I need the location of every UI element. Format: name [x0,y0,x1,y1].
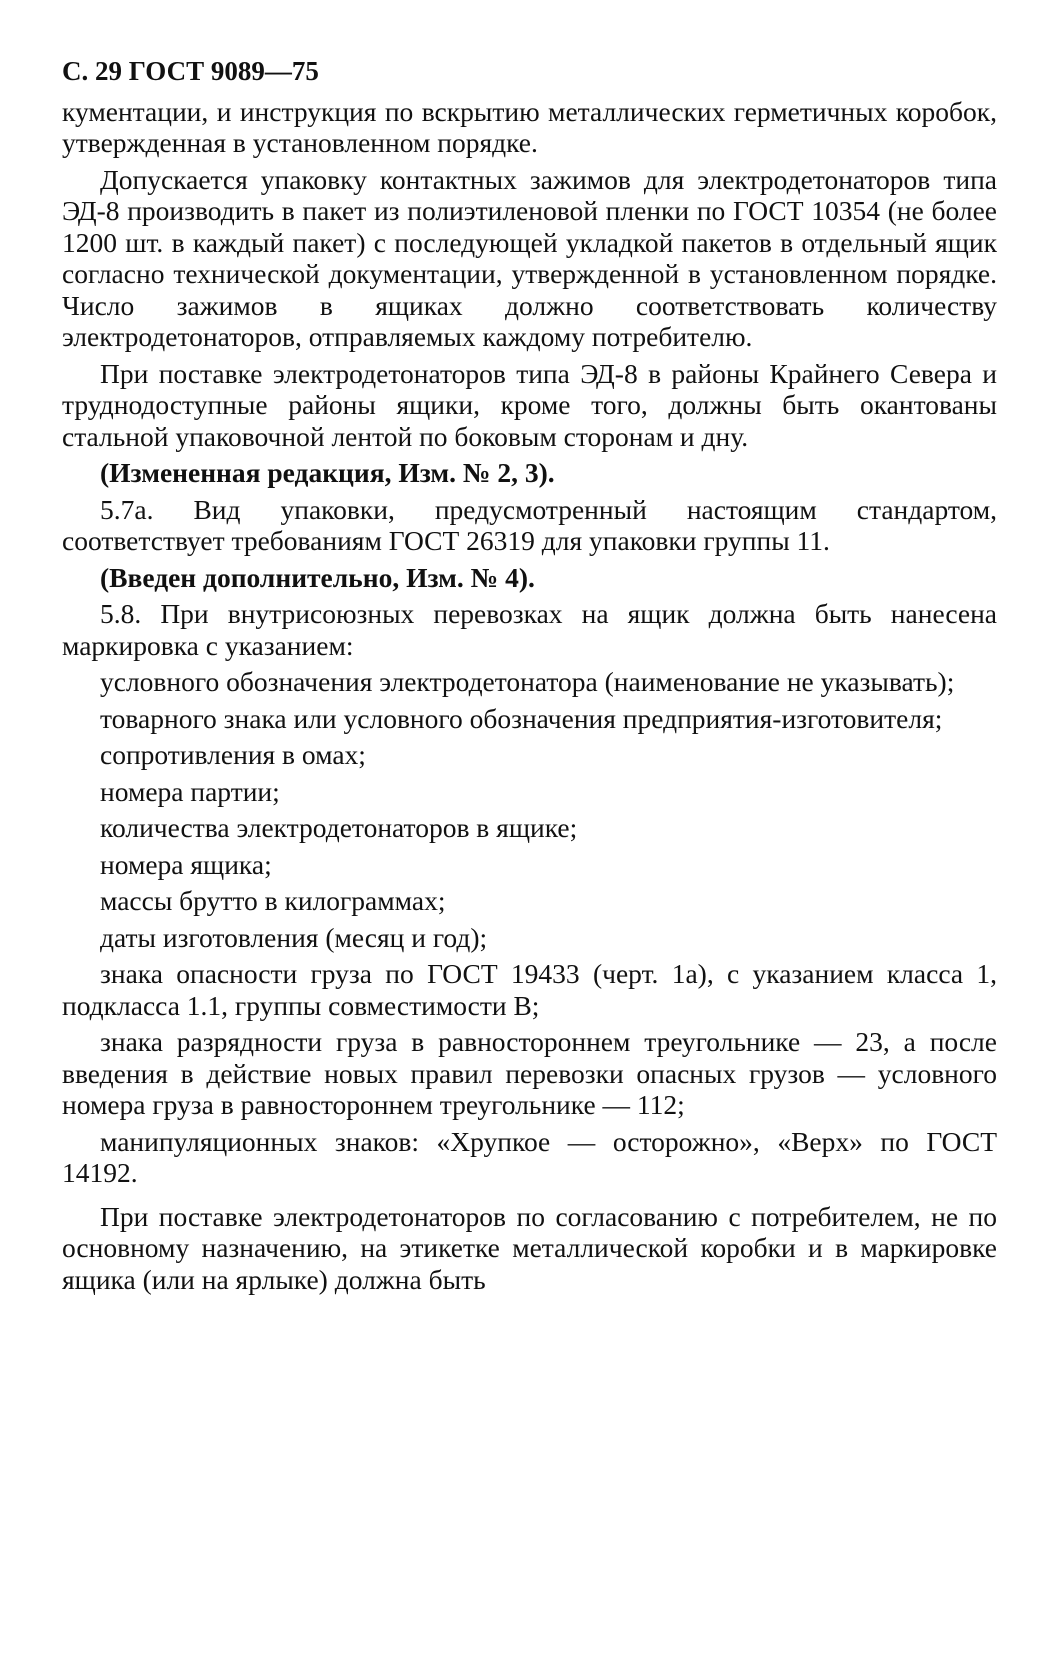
page-header: С. 29 ГОСТ 9089—75 [62,56,319,86]
amendment-note-4: (Введен дополнительно, Изм. № 4). [100,561,535,593]
marking-item-quantity: количества электродетонаторов в ящике; [100,812,578,843]
marking-item-trademark: товарного знака или условного обозначения предприятия-изготовителя; [100,702,943,734]
clause-5-7a: 5.7а. Вид упаковки, предусмотренный настоящим стандартом, соответствует требованиям ГОСТ 26319 для упаковки группы 11. [62,493,997,556]
marking-item-gross-mass: массы брутто в килограммах; [100,885,446,916]
marking-item-resistance: сопротивления в омах; [100,739,366,770]
paragraph-far-north: При поставке электродетонаторов типа ЭД-8 в районы Крайнего Севера и труднодоступные районы ящики, кроме того, должны быть окантованы стальной упаковочной лентой по боковым сторонам и дну. [62,357,997,452]
paragraph-continuation: кументации, и инструкция по вскрытию металлических герметичных коробок, утвержденная в установленном порядке. [62,95,997,158]
marking-item-designation: условного обозначения электродетонатора (наименование не указывать); [100,666,955,697]
amendment-note-2-3: (Измененная редакция, Изм. № 2, 3). [100,457,555,488]
clause-5-8: 5.8. При внутрисоюзных перевозках на ящик должна быть нанесена маркировка с указанием: [62,598,997,661]
marking-item-rank-sign: знака разрядности груза в равностороннем треугольнике — 23, а после введения в действие новых правил перевозки опасных грузов — условного номера груза в равностороннем треугольнике — 112; [62,1026,997,1120]
marking-item-handling-signs: манипуляционных знаков: «Хрупкое — осторожно», «Верх» по ГОСТ 14192. [62,1125,997,1188]
marking-item-date: даты изготовления (месяц и год); [100,921,488,953]
paragraph-non-primary-use: При поставке электродетонаторов по согласованию с потребителем, не по основному назначению, на этикетке металлической коробки и в маркировке ящика (или на ярлыке) должна быть [62,1200,997,1295]
document-page [62,56,997,1300]
paragraph-clamps-packing: Допускается упаковку контактных зажимов для электродетонаторов типа ЭД-8 производить в пакет из полиэтиленовой пленки по ГОСТ 10354 (не более 1200 шт. в каждый пакет) с последующей укладкой пакетов в отдельный ящик согласно технической документации, утвержденной в установленном порядке. Число зажимов в ящиках должно соответствовать количеству электродетонаторов, отправляемых каждому потребителю. [62,163,997,352]
marking-item-hazard-sign: знака опасности груза по ГОСТ 19433 (черт. 1а), с указанием класса 1, подкласса 1.1, группы совместимости В; [62,958,997,1021]
marking-item-box-number: номера ящика; [100,848,272,880]
marking-item-batch: номера партии; [100,775,280,807]
